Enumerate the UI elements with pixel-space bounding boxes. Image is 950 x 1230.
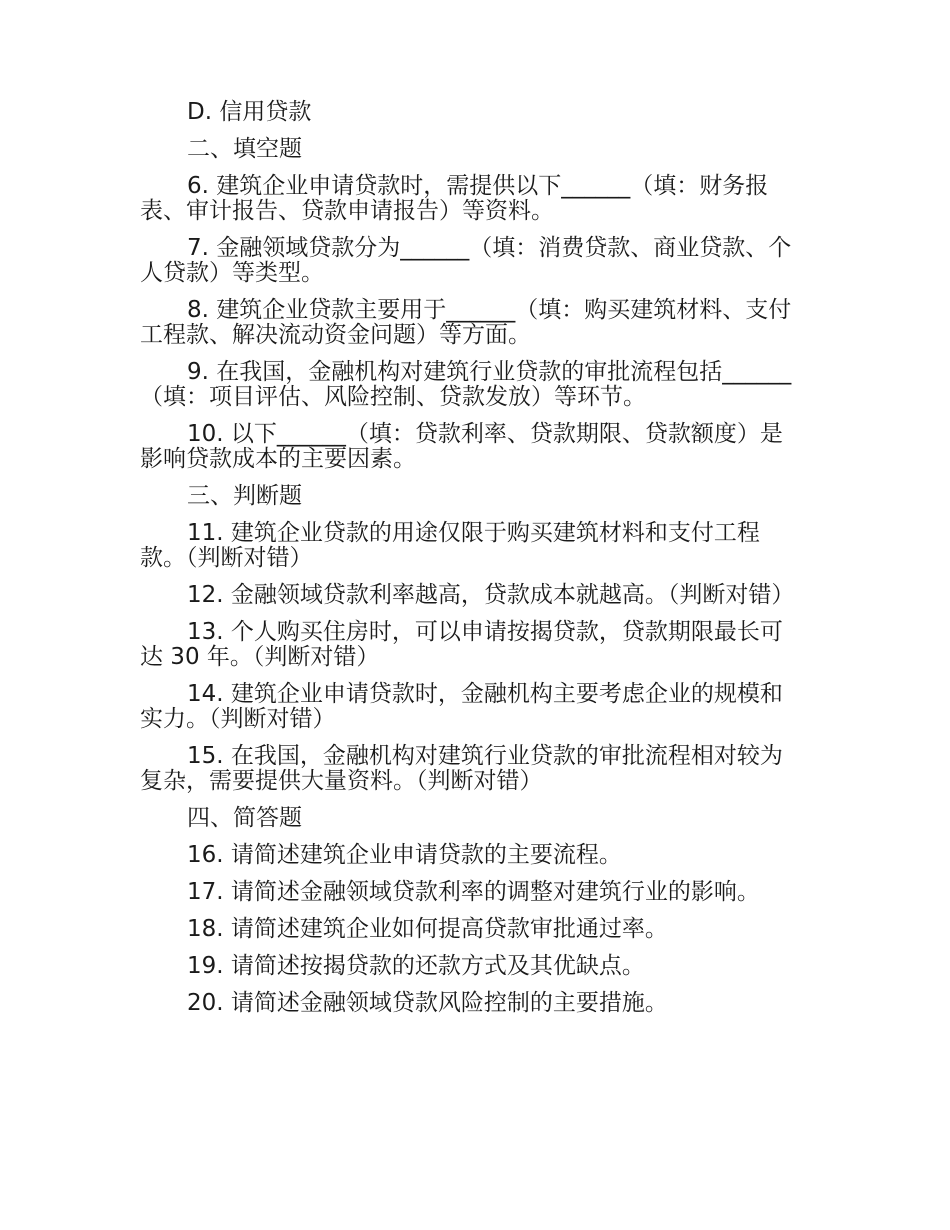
- question-20: 20. 请简述金融领域贷款风险控制的主要措施。: [187, 990, 668, 1016]
- question-11: 11. 建筑企业贷款的用途仅限于购买建筑材料和支付工程款。（判断对错）: [140, 520, 760, 571]
- question-9: 9. 在我国，金融机构对建筑行业贷款的审批流程包括______（填：项目评估、风险控制、贷款发放）等环节。: [140, 359, 792, 410]
- question-10: 10. 以下______（填：贷款利率、贷款期限、贷款额度）是影响贷款成本的主要因素。: [140, 421, 783, 472]
- question-6: 6. 建筑企业申请贷款时，需提供以下______（填：财务报表、审计报告、贷款申请报告）等资料。: [140, 173, 769, 224]
- question-16: 16. 请简述建筑企业申请贷款的主要流程。: [187, 842, 622, 868]
- choice-option-d: D. 信用贷款: [187, 99, 312, 125]
- question-12: 12. 金融领域贷款利率越高，贷款成本就越高。（判断对错）: [187, 582, 795, 608]
- question-14: 14. 建筑企业申请贷款时，金融机构主要考虑企业的规模和实力。（判断对错）: [140, 681, 783, 732]
- document-body: [140, 100, 805, 1028]
- question-8: 8. 建筑企业贷款主要用于______（填：购买建筑材料、支付工程款、解决流动资金问题）等方面。: [140, 297, 792, 348]
- question-13: 13. 个人购买住房时，可以申请按揭贷款，贷款期限最长可达 30 年。（判断对错）: [140, 619, 783, 670]
- question-17: 17. 请简述金融领域贷款利率的调整对建筑行业的影响。: [187, 879, 760, 905]
- section-heading-true-false: 三、判断题: [187, 483, 302, 509]
- section-heading-short-answer: 四、简答题: [187, 805, 302, 831]
- question-15: 15. 在我国，金融机构对建筑行业贷款的审批流程相对较为复杂，需要提供大量资料。（判断对错）: [140, 743, 783, 794]
- question-19: 19. 请简述按揭贷款的还款方式及其优缺点。: [187, 953, 645, 979]
- section-heading-fill-blank: 二、填空题: [187, 136, 302, 162]
- question-7: 7. 金融领域贷款分为______（填：消费贷款、商业贷款、个人贷款）等类型。: [140, 235, 792, 286]
- question-18: 18. 请简述建筑企业如何提高贷款审批通过率。: [187, 916, 668, 942]
